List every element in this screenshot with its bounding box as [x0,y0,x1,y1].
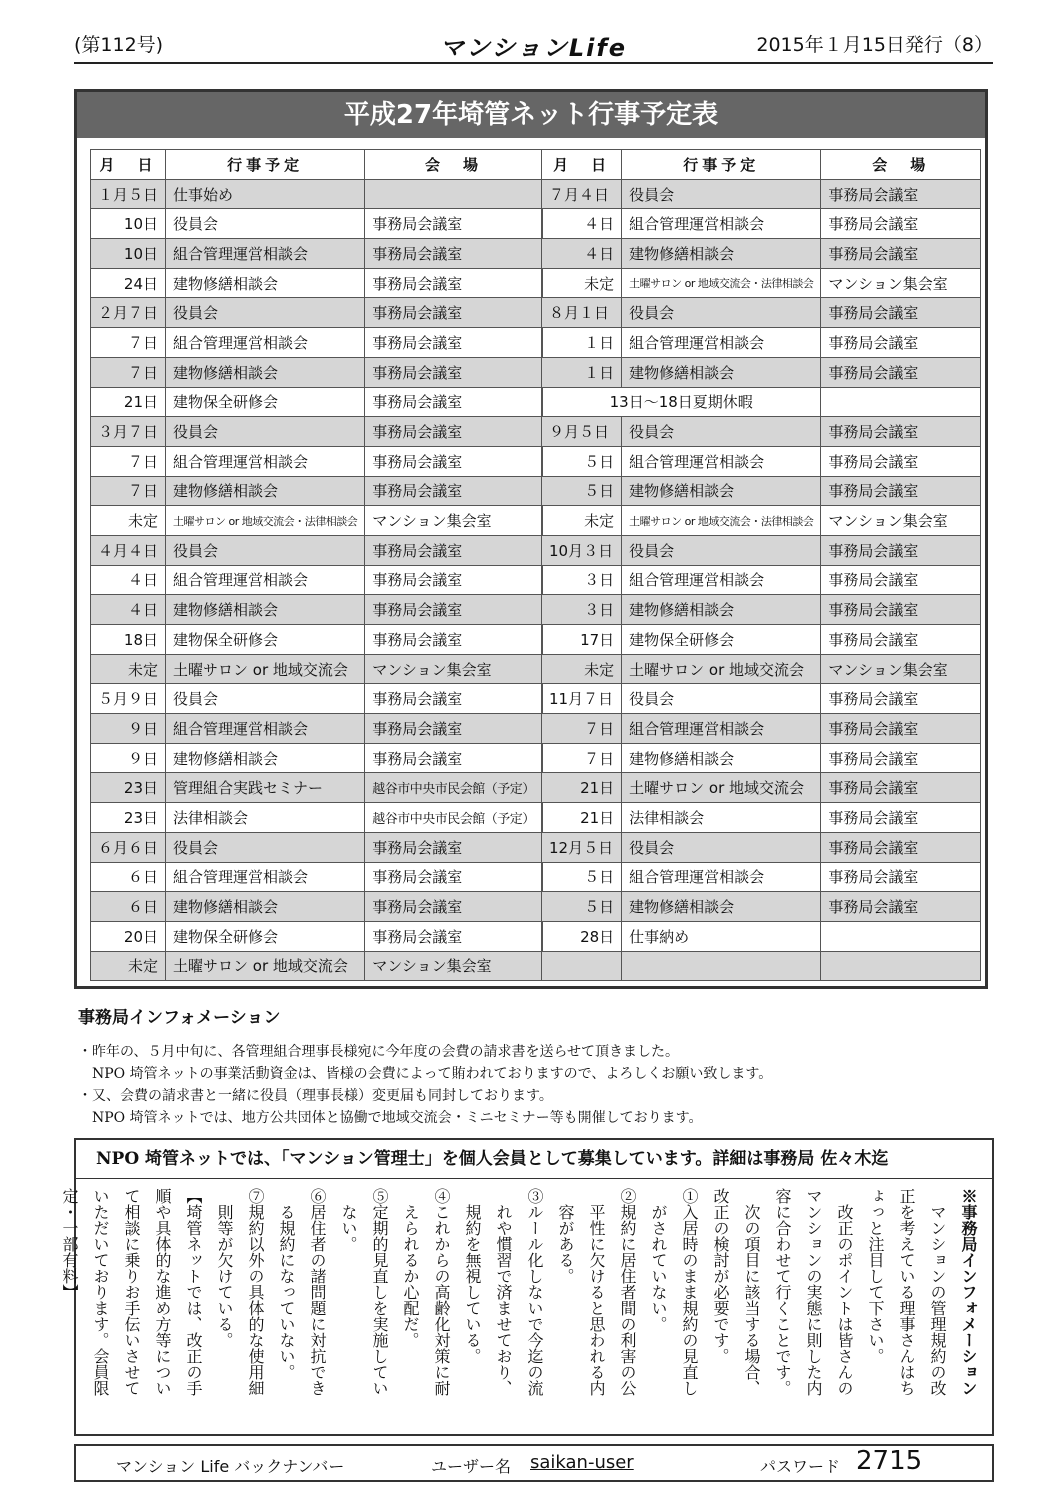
venue-cell: 事務局会議室 [365,595,543,625]
table-row [91,921,543,951]
event-cell: 法律相談会 [622,803,821,833]
info-line: ・又、会費の請求書と一緒に役員（理事長様）変更届も同封しております。 [78,1088,553,1104]
column-header: 会 場 [365,150,543,180]
date-cell: ４日 [542,239,622,269]
venue-cell: 越谷市中央市民会館（予定） [365,803,543,833]
table-row [542,535,981,565]
event-cell: 建物修繕相談会 [166,892,365,922]
table-row [542,773,981,803]
table-row [542,417,981,447]
event-cell: 建物修繕相談会 [166,743,365,773]
venue-cell: 事務局会議室 [365,387,543,417]
venue-cell: 事務局会議室 [821,832,981,862]
notice-column: ⑥居住者の諸問題に対抗でき [308,1188,327,1396]
table-row [542,476,981,506]
table-row [542,951,981,981]
notice-column: 規約を無視している。 [463,1188,482,1364]
event-cell: 建物修繕相談会 [166,595,365,625]
venue-cell: 事務局会議室 [821,179,981,209]
event-cell: 管理組合実践セミナー [166,773,365,803]
venue-cell: 事務局会議室 [365,209,543,239]
notice-column: ょっと注目して下さい。 [866,1188,885,1364]
date-cell: ７日 [542,743,622,773]
event-cell: 組合管理運営相談会 [166,239,365,269]
date-cell: 未定 [91,506,166,536]
table-row [91,951,543,981]
date-cell: ４日 [91,595,166,625]
page-header [74,28,993,64]
notice-column: 順や具体的な進め方等につい [153,1188,172,1396]
column-header: 月 日 [542,150,622,180]
notice-column: ※事務局インフォメーション [959,1188,978,1396]
venue-cell: 事務局会議室 [821,625,981,655]
date-cell: ３日 [542,565,622,595]
notice-column: 正を考えている理事さんはち [897,1188,916,1396]
date-cell: ５日 [542,476,622,506]
table-row [91,209,543,239]
event-cell: 役員会 [622,417,821,447]
date-cell: ５日 [542,892,622,922]
venue-cell: 事務局会議室 [821,239,981,269]
venue-cell: 事務局会議室 [821,476,981,506]
date-cell: 未定 [91,951,166,981]
notice-column: ない。 [339,1188,358,1252]
notice-column: 平性に欠けると思われる内 [587,1188,606,1396]
table-row [542,328,981,358]
event-cell: 法律相談会 [166,803,365,833]
venue-cell: マンション集会室 [821,654,981,684]
date-cell: ３月７日 [91,417,166,447]
venue-cell: 事務局会議室 [821,446,981,476]
date-cell: ７日 [91,446,166,476]
event-cell: 建物修繕相談会 [166,357,365,387]
notice-column: 定・一部有料】 [60,1188,79,1300]
table-row [91,803,543,833]
table-row [91,446,543,476]
table-row [542,862,981,892]
venue-cell: 事務局会議室 [821,357,981,387]
event-cell: 土曜サロン or 地域交流会 [166,951,365,981]
event-cell: 組合管理運営相談会 [622,714,821,744]
date-cell: 10日 [91,239,166,269]
notice-column: ②規約に居住者間の利害の公 [618,1188,637,1396]
venue-cell: 事務局会議室 [821,535,981,565]
table-row [542,803,981,833]
info-line: ・昨年の、５月中旬に、各管理組合理事長様宛に今年度の会費の請求書を送らせて頂きました。 [78,1044,680,1060]
event-cell: 土曜サロン or 地域交流会 [622,654,821,684]
table-row [542,625,981,655]
event-cell: 組合管理運営相談会 [166,328,365,358]
date-cell: １月５日 [91,179,166,209]
table-row [91,417,543,447]
table-row [542,654,981,684]
notice-column: がされていない。 [649,1188,668,1332]
date-cell: ５月９日 [91,684,166,714]
table-row [91,773,543,803]
table-row [91,892,543,922]
table-row [542,209,981,239]
venue-cell: 事務局会議室 [365,625,543,655]
info-heading: 事務局インフォメーション [78,1008,281,1028]
event-cell: 役員会 [166,535,365,565]
date-cell: ６日 [91,862,166,892]
notice-column: 則等が欠けている。 [215,1188,234,1348]
username-label: ユーザー名 [431,1457,512,1476]
table-row [91,387,543,417]
notice-box [60,1138,994,1436]
date-cell: 28日 [542,921,622,951]
notice-column: る規約になっていない。 [277,1188,296,1380]
table-row [91,595,543,625]
venue-cell [821,921,981,951]
username-value: saikan-user [530,1452,634,1473]
date-cell: ４日 [542,209,622,239]
date-cell: ３日 [542,595,622,625]
event-cell: 土曜サロン or 地域交流会 [166,654,365,684]
venue-cell [365,179,543,209]
event-cell: 土曜サロン or 地域交流会 [622,773,821,803]
column-header: 会 場 [821,150,981,180]
date-cell: ７月４日 [542,179,622,209]
date-cell: 未定 [542,654,622,684]
date-cell: 11月７日 [542,684,622,714]
event-cell: 建物修繕相談会 [622,239,821,269]
event-cell: 土曜サロン or 地域交流会・法律相談会 [622,268,821,298]
event-cell: 建物修繕相談会 [622,595,821,625]
event-cell: 仕事始め [166,179,365,209]
venue-cell: 事務局会議室 [821,565,981,595]
notice-column: れや慣習で済ませており、 [494,1188,513,1396]
date-cell: ９日 [91,714,166,744]
issue-date: 2015年１月15日発行（8） [756,34,993,56]
event-cell: 役員会 [622,535,821,565]
event-cell: 役員会 [166,209,365,239]
date-cell: 23日 [91,803,166,833]
event-cell: 組合管理運営相談会 [622,862,821,892]
venue-cell: マンション集会室 [821,506,981,536]
event-cell: 役員会 [622,179,821,209]
venue-cell: マンション集会室 [365,951,543,981]
notice-column: 改正の検討が必要です。 [711,1188,730,1364]
table-row [91,714,543,744]
event-cell: 組合管理運営相談会 [166,446,365,476]
event-cell: 建物修繕相談会 [622,357,821,387]
notice-column: マンションの管理規約の改 [928,1188,947,1396]
venue-cell: マンション集会室 [365,506,543,536]
table-row [91,476,543,506]
date-cell: ５日 [542,446,622,476]
info-line: NPO 埼管ネットでは、地方公共団体と協働で地域交流会・ミニセミナー等も開催しております。 [78,1110,703,1126]
date-cell: 18日 [91,625,166,655]
table-row [542,357,981,387]
venue-cell: 事務局会議室 [821,298,981,328]
venue-cell: 事務局会議室 [365,446,543,476]
event-cell: 建物保全研修会 [166,625,365,655]
venue-cell: 事務局会議室 [821,892,981,922]
event-cell: 役員会 [622,832,821,862]
notice-column: 容に合わせて行くことです。 [773,1188,792,1396]
table-row [542,832,981,862]
table-row [542,387,981,417]
venue-cell: 事務局会議室 [821,862,981,892]
notice-column: ③ルール化しないで今迄の流 [525,1188,544,1396]
venue-cell: 事務局会議室 [821,209,981,239]
date-cell: ５日 [542,862,622,892]
date-cell: 未定 [91,654,166,684]
notice-column: いただいております。会員限 [91,1188,110,1396]
table-row [542,743,981,773]
date-cell: ７日 [91,357,166,387]
venue-cell: マンション集会室 [365,654,543,684]
column-header: 行事予定 [622,150,821,180]
venue-cell: 事務局会議室 [821,803,981,833]
notice-column: ①入居時のまま規約の見直し [680,1188,699,1396]
table-row [91,506,543,536]
table-row [542,684,981,714]
event-cell: 13日～18日夏期休暇 [542,387,821,417]
venue-cell: 事務局会議室 [821,684,981,714]
notice-column: ⑦規約以外の具体的な使用細 [246,1188,265,1396]
event-cell: 役員会 [166,417,365,447]
event-cell: 役員会 [166,298,365,328]
table-row [542,921,981,951]
date-cell: 未定 [542,506,622,536]
date-cell: 23日 [91,773,166,803]
table-row [91,832,543,862]
date-cell: ６日 [91,892,166,922]
event-cell: 建物修繕相談会 [166,268,365,298]
table-row [91,357,543,387]
password-value: 2715 [856,1446,923,1476]
notice-column: ⑤定期的見直しを実施してい [370,1188,389,1396]
venue-cell: 事務局会議室 [365,921,543,951]
table-row [542,239,981,269]
notice-column: 次の項目に該当する場合、 [742,1188,761,1396]
venue-cell [821,951,981,981]
event-cell [622,951,821,981]
schedule-table-right [541,149,981,981]
notice-column: マンションの実態に則した内 [804,1188,823,1396]
column-header: 月 日 [91,150,166,180]
event-cell: 建物保全研修会 [166,921,365,951]
date-cell: 20日 [91,921,166,951]
event-cell: 組合管理運営相談会 [166,714,365,744]
info-line: NPO 埼管ネットの事業活動資金は、皆様の会費によって賄われておりますので、よろしくお願い致します。 [78,1066,773,1082]
venue-cell: マンション集会室 [821,268,981,298]
event-cell: 建物保全研修会 [622,625,821,655]
event-cell: 組合管理運営相談会 [622,446,821,476]
table-row [91,328,543,358]
date-cell: 17日 [542,625,622,655]
event-cell: 仕事納め [622,921,821,951]
newsletter-logo: マンションLife [439,34,628,62]
venue-cell: 事務局会議室 [365,298,543,328]
table-row [91,239,543,269]
event-cell: 組合管理運営相談会 [166,565,365,595]
backnumber-label: マンション Life バックナンバー [116,1457,345,1476]
schedule-table-left [90,149,543,981]
venue-cell: 事務局会議室 [365,268,543,298]
table-row [91,179,543,209]
date-cell: ８月１日 [542,298,622,328]
table-row [542,446,981,476]
date-cell: ２月７日 [91,298,166,328]
table-row [542,298,981,328]
date-cell: ７日 [91,476,166,506]
event-cell: 建物修繕相談会 [622,476,821,506]
date-cell: １日 [542,328,622,358]
venue-cell: 事務局会議室 [365,892,543,922]
event-cell: 役員会 [622,684,821,714]
date-cell: ４月４日 [91,535,166,565]
schedule-title: 平成27年埼管ネット行事予定表 [77,92,985,138]
date-cell: 21日 [91,387,166,417]
venue-cell: 事務局会議室 [365,417,543,447]
venue-cell: 事務局会議室 [821,743,981,773]
table-row [542,506,981,536]
event-cell: 組合管理運営相談会 [166,862,365,892]
notice-column: 【埼管ネットでは、改正の手 [184,1188,203,1396]
table-row [542,595,981,625]
table-row [91,298,543,328]
venue-cell: 越谷市中央市民会館（予定） [365,773,543,803]
date-cell: ７日 [91,328,166,358]
table-row [91,654,543,684]
event-cell: 建物修繕相談会 [622,892,821,922]
venue-cell: 事務局会議室 [365,832,543,862]
notice-column: 改正のポイントは皆さんの [835,1188,854,1396]
venue-cell: 事務局会議室 [365,535,543,565]
venue-cell: 事務局会議室 [365,743,543,773]
date-cell: 未定 [542,268,622,298]
notice-column: えられるか心配だ。 [401,1188,420,1348]
date-cell: 24日 [91,268,166,298]
venue-cell: 事務局会議室 [365,714,543,744]
column-header: 行事予定 [166,150,365,180]
event-cell: 建物修繕相談会 [166,476,365,506]
event-cell: 組合管理運営相談会 [622,328,821,358]
issue-number: (第112号) [74,34,164,56]
venue-cell: 事務局会議室 [365,476,543,506]
date-cell: ４日 [91,565,166,595]
date-cell: ９月５日 [542,417,622,447]
event-cell: 建物保全研修会 [166,387,365,417]
venue-cell: 事務局会議室 [365,862,543,892]
table-row [91,862,543,892]
date-cell: ９日 [91,743,166,773]
table-row [91,743,543,773]
table-row [91,625,543,655]
event-cell: 役員会 [622,298,821,328]
event-cell: 土曜サロン or 地域交流会・法律相談会 [622,506,821,536]
table-row [542,179,981,209]
event-cell: 役員会 [166,684,365,714]
venue-cell: 事務局会議室 [365,239,543,269]
table-row [91,684,543,714]
table-row [91,565,543,595]
venue-cell: 事務局会議室 [821,714,981,744]
venue-cell: 事務局会議室 [365,684,543,714]
venue-cell [821,387,981,417]
table-row [91,535,543,565]
password-label: パスワード [760,1457,841,1476]
recruit-banner: NPO 埼管ネットでは、「マンション管理士」を個人会員として募集しています。詳細は事務局 佐々木迄 [76,1140,992,1179]
table-row [91,268,543,298]
event-cell: 役員会 [166,832,365,862]
notice-column: て相談に乗りお手伝いさせて [122,1188,141,1396]
date-cell: 10月３日 [542,535,622,565]
notice-column: 容がある。 [556,1188,575,1284]
vertical-notice-text [54,1188,984,1428]
table-row [542,892,981,922]
venue-cell: 事務局会議室 [821,328,981,358]
venue-cell: 事務局会議室 [821,595,981,625]
event-cell: 組合管理運営相談会 [622,565,821,595]
event-cell: 土曜サロン or 地域交流会・法律相談会 [166,506,365,536]
notice-column: ④これからの高齢化対策に耐 [432,1188,451,1396]
venue-cell: 事務局会議室 [821,773,981,803]
event-cell: 組合管理運営相談会 [622,209,821,239]
date-cell [542,951,622,981]
date-cell: ７日 [542,714,622,744]
venue-cell: 事務局会議室 [821,417,981,447]
date-cell: 21日 [542,773,622,803]
date-cell: 21日 [542,803,622,833]
date-cell: ６月６日 [91,832,166,862]
date-cell: １日 [542,357,622,387]
venue-cell: 事務局会議室 [365,565,543,595]
event-cell: 建物修繕相談会 [622,743,821,773]
footer-bar [74,1444,994,1482]
venue-cell: 事務局会議室 [365,357,543,387]
schedule-panel [74,89,988,989]
date-cell: 10日 [91,209,166,239]
date-cell: 12月５日 [542,832,622,862]
venue-cell: 事務局会議室 [365,328,543,358]
table-row [542,714,981,744]
table-row [542,268,981,298]
table-row [542,565,981,595]
